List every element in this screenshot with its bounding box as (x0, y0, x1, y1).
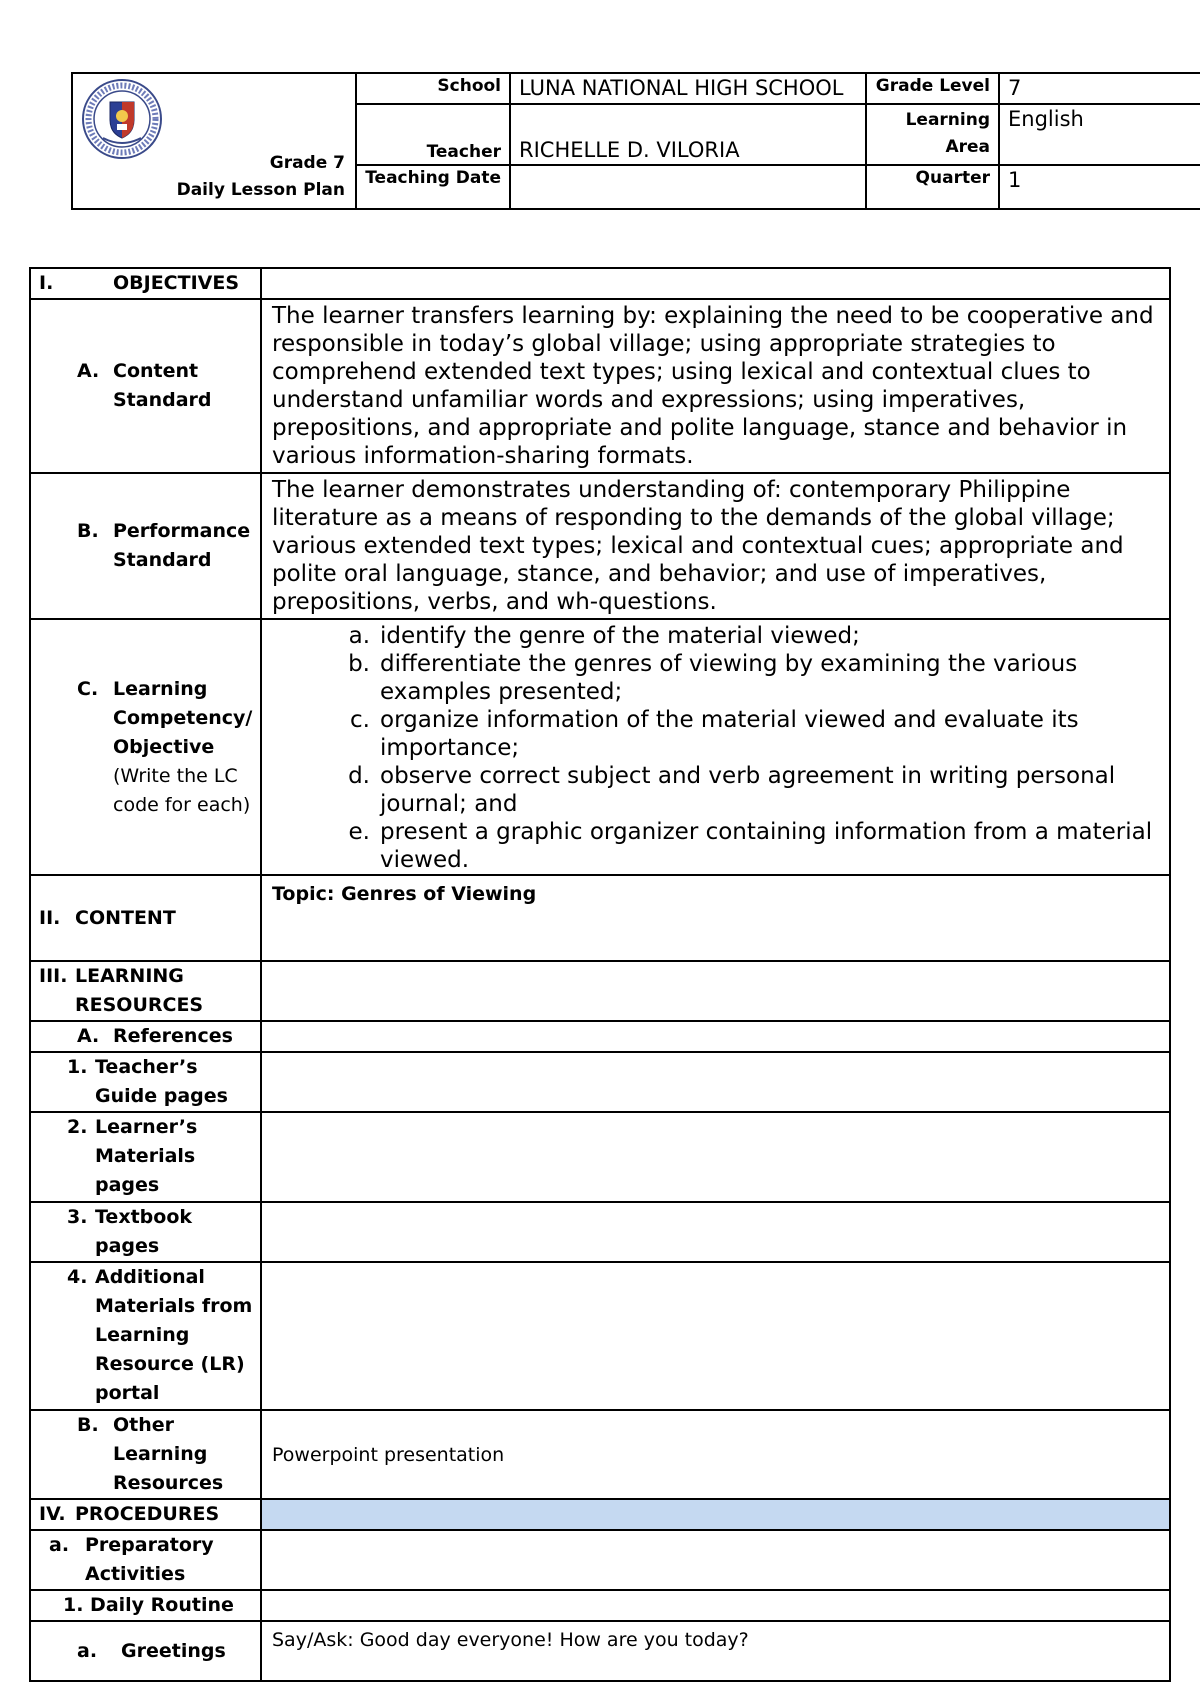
other-resources-value: Powerpoint presentation (261, 1410, 1170, 1499)
content-standard-row (30, 299, 1170, 473)
preparatory-label: a. Preparatory Activities (30, 1530, 261, 1590)
learning-area-label-line1: Learning (905, 110, 990, 131)
performance-standard-row (30, 473, 1170, 619)
preparatory-row (30, 1530, 1170, 1590)
content-standard-text: The learner transfers learning by: explaining the need to be cooperative and responsible in today’s global village; using appropriate strategies to comprehend extended text types; using lexical and contextual clues to understand unfamiliar words and expressions; using imperatives, prepositions, and appropriate and polite language, stance and behavior in various information-sharing formats. (261, 299, 1170, 473)
procedures-heading: IV. PROCEDURES (30, 1499, 261, 1530)
quarter-label: Quarter (866, 165, 999, 209)
objectives-heading-row (30, 268, 1170, 299)
list-item: d. observe correct subject and verb agreement in writing personal journal; and (348, 763, 1116, 817)
objectives-heading (30, 268, 261, 299)
additional-materials-label: 4. Additional Materials from Learning Resource (LR) portal (30, 1262, 261, 1410)
header-logo-cell (72, 73, 356, 209)
content-row (30, 875, 1170, 961)
textbook-label: 3. Textbook pages (30, 1202, 261, 1262)
grade-label: Grade 7 (269, 153, 345, 173)
deped-seal-logo (81, 78, 163, 160)
daily-lesson-plan-label: Daily Lesson Plan (176, 180, 345, 200)
grade-level-value: 7 (999, 73, 1200, 104)
content-standard-label: A. Content Standard (30, 299, 261, 473)
objectives-num: I. (39, 272, 54, 294)
procedures-heading-row (30, 1499, 1170, 1530)
objectives-title: OBJECTIVES (113, 272, 240, 294)
learning-competency-row (30, 619, 1170, 875)
daily-routine-row (30, 1590, 1170, 1621)
additional-materials-row (30, 1262, 1170, 1410)
header-table (71, 72, 1200, 210)
resources-heading: III. LEARNING RESOURCES (30, 961, 261, 1021)
teacher-value: RICHELLE D. VILORIA (510, 104, 866, 164)
list-item: a. identify the genre of the material viewed; (348, 623, 860, 649)
learning-competency-list-cell (261, 619, 1170, 875)
references-row (30, 1021, 1170, 1052)
greetings-label: a. Greetings (30, 1621, 261, 1681)
daily-routine-label: 1. Daily Routine (30, 1590, 261, 1621)
school-value: LUNA NATIONAL HIGH SCHOOL (510, 73, 866, 104)
other-resources-row (30, 1410, 1170, 1499)
list-item: c. organize information of the material viewed and evaluate its importance; (350, 707, 1079, 761)
teachers-guide-label: 1. Teacher’s Guide pages (30, 1052, 261, 1112)
teachers-guide-row (30, 1052, 1170, 1112)
greetings-value: Say/Ask: Good day everyone! How are you today? (261, 1621, 1170, 1681)
performance-standard-label: B. Performance Standard (30, 473, 261, 619)
teacher-label: Teacher (356, 104, 510, 164)
teaching-date-value (510, 165, 866, 209)
learning-competency-list (262, 622, 1159, 874)
list-item: e. present a graphic organizer containing information from a material viewed. (348, 819, 1153, 873)
learning-competency-label: C. Learning Competency/ Objective (Write the LC code for each) (30, 619, 261, 875)
resources-heading-row (30, 961, 1170, 1021)
school-label: School (356, 73, 510, 104)
learning-area-label (866, 104, 999, 164)
teaching-date-label: Teaching Date (356, 165, 510, 209)
learners-materials-label: 2. Learner’s Materials pages (30, 1112, 261, 1202)
learning-area-label-line2: Area (945, 137, 990, 158)
other-resources-label: B. Other Learning Resources (30, 1410, 261, 1499)
learning-area-value: English (999, 104, 1200, 164)
content-topic: Topic: Genres of Viewing (261, 875, 1170, 961)
textbook-row (30, 1202, 1170, 1262)
procedures-shaded-cell (261, 1499, 1170, 1530)
learners-materials-row (30, 1112, 1170, 1202)
content-heading: II. CONTENT (30, 875, 261, 961)
grade-level-label: Grade Level (866, 73, 999, 104)
list-item: b. differentiate the genres of viewing by examining the various examples presented; (348, 651, 1078, 705)
lesson-plan-table (29, 267, 1171, 1682)
references-label: A. References (30, 1021, 261, 1052)
performance-standard-text: The learner demonstrates understanding of: contemporary Philippine literature as a means of responding to the demands of the global village; various extended text types; lexical and contextual cues; appropriate and polite oral language, stance, and behavior; and use of imperatives, prepositions, verbs, and wh-questions. (261, 473, 1170, 619)
quarter-value: 1 (999, 165, 1200, 209)
greetings-row (30, 1621, 1170, 1681)
